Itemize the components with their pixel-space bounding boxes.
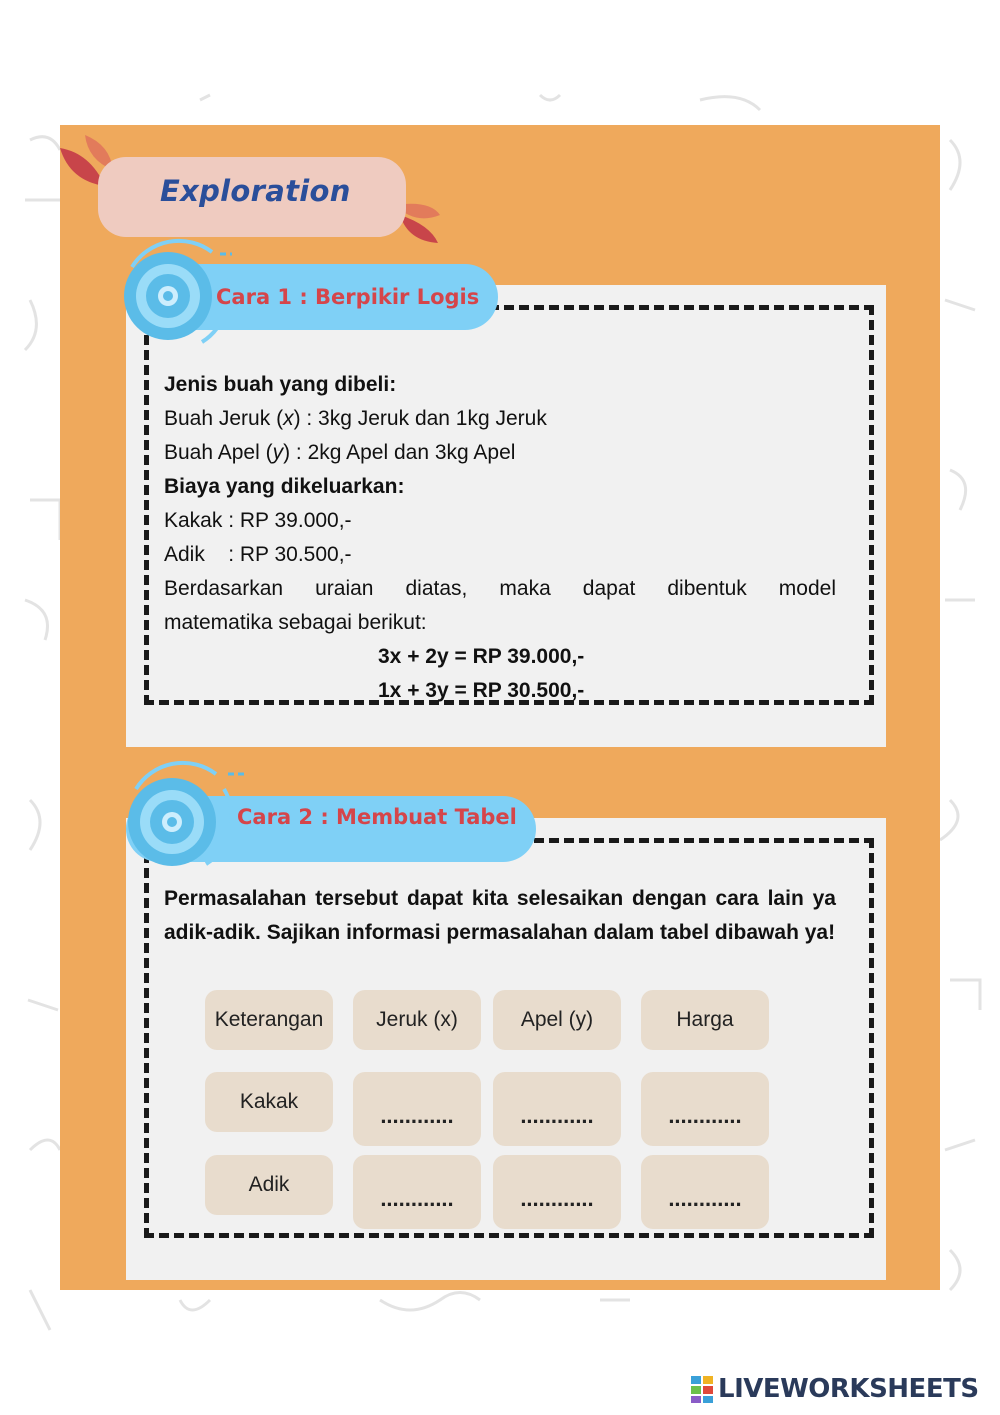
section2-tab-label: Cara 2 : Membuat Tabel bbox=[237, 805, 517, 829]
table-header-cell: Jeruk (x) bbox=[353, 990, 481, 1050]
page-title: Exploration bbox=[160, 174, 351, 208]
answer-blank[interactable]: ............ bbox=[493, 1072, 621, 1146]
kakak-cost: Kakak : RP 39.000,- bbox=[164, 509, 352, 532]
section2-paragraph: Permasalahan tersebut dapat kita selesaikan dengan cara lain ya adik-adik. Sajikan informasi permasalahan dalam tabel dibawah ya! bbox=[164, 887, 836, 944]
liveworksheets-logo bbox=[690, 1374, 979, 1404]
logo-icon bbox=[690, 1374, 716, 1404]
answer-blank[interactable]: ............ bbox=[353, 1072, 481, 1146]
model-paragraph-line1: Berdasarkan uraian diatas, maka dapat dibentuk model bbox=[164, 577, 836, 600]
answer-blank[interactable]: ............ bbox=[493, 1155, 621, 1229]
equation-1: 3x + 2y = RP 39.000,- bbox=[378, 645, 585, 668]
table-header-cell: Keterangan bbox=[205, 990, 333, 1050]
fruit-heading: Jenis buah yang dibeli: bbox=[164, 373, 397, 396]
answer-blank[interactable]: ............ bbox=[641, 1072, 769, 1146]
table-row-label: Adik bbox=[205, 1155, 333, 1215]
section1-content bbox=[164, 368, 836, 708]
model-paragraph-line2: matematika sebagai berikut: bbox=[164, 611, 427, 634]
apple-line: Buah Apel (y) : 2kg Apel dan 3kg Apel bbox=[164, 441, 516, 464]
table-header-cell: Harga bbox=[641, 990, 769, 1050]
table-header-cell: Apel (y) bbox=[493, 990, 621, 1050]
table-row-label: Kakak bbox=[205, 1072, 333, 1132]
answer-blank[interactable]: ............ bbox=[641, 1155, 769, 1229]
section1-tab-label: Cara 1 : Berpikir Logis bbox=[216, 285, 480, 309]
orange-line: Buah Jeruk (x) : 3kg Jeruk dan 1kg Jeruk bbox=[164, 407, 547, 430]
logo-text: LIVEWORKSHEETS bbox=[718, 1374, 979, 1404]
target-icon bbox=[112, 232, 232, 352]
equation-2: 1x + 3y = RP 30.500,- bbox=[378, 679, 585, 702]
answer-blank[interactable]: ............ bbox=[353, 1155, 481, 1229]
target-icon bbox=[116, 754, 246, 874]
adik-cost: Adik : RP 30.500,- bbox=[164, 543, 352, 566]
cost-heading: Biaya yang dikeluarkan: bbox=[164, 475, 405, 498]
